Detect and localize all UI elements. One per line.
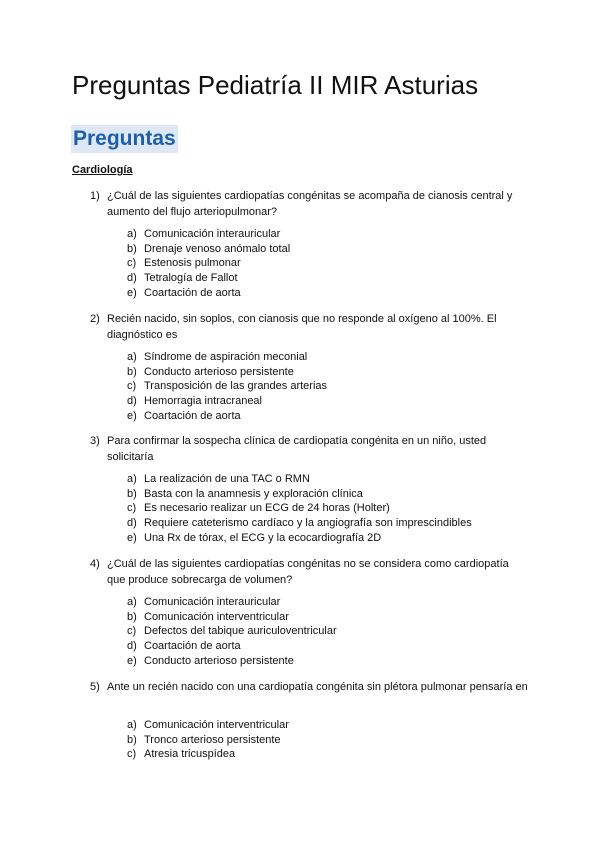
option-text: Drenaje venoso anómalo total [144, 242, 291, 255]
option-letter: d) [127, 272, 137, 285]
option-item [127, 610, 337, 625]
option-text: Transposición de las grandes arterias [144, 380, 328, 393]
option-item [127, 733, 289, 748]
option-item [127, 271, 290, 286]
option-item [127, 350, 327, 365]
option-letter: c) [127, 257, 137, 270]
option-letter: a) [127, 473, 137, 485]
option-text: Basta con la anamnesis y exploración clínica [144, 487, 363, 500]
question-1-options [127, 227, 290, 301]
option-text: La realización de una TAC o RMN [144, 473, 310, 485]
option-letter: a) [127, 228, 137, 240]
document-title: Preguntas Pediatría II MIR Asturias [72, 70, 479, 100]
option-letter: e) [127, 409, 137, 422]
option-letter: c) [127, 380, 137, 393]
option-item [127, 747, 289, 762]
option-item [127, 624, 337, 639]
section-heading: Preguntas [71, 125, 178, 153]
option-text: Coartación de aorta [144, 409, 241, 422]
option-text: Es necesario realizar un ECG de 24 horas (Holter) [144, 502, 390, 515]
option-letter: e) [127, 286, 137, 299]
option-letter: e) [127, 654, 137, 667]
option-text: Síndrome de aspiración meconial [144, 351, 308, 363]
option-letter: a) [127, 596, 137, 608]
option-text: Comunicación interauricular [144, 596, 281, 608]
option-item [127, 516, 472, 531]
option-letter: d) [127, 395, 137, 408]
option-text: Tronco arterioso persistente [144, 733, 281, 746]
option-text: Hemorragia intracraneal [144, 395, 262, 408]
question-text: ¿Cuál de las siguientes cardiopatías congénitas no se considera como cardiopatía que produce sobrecarga de volumen? [107, 558, 509, 586]
question-5 [90, 679, 530, 695]
option-item [127, 639, 337, 654]
option-text: Atresia tricuspídea [144, 748, 236, 761]
question-2 [90, 311, 530, 343]
option-item [127, 501, 472, 516]
question-3-options [127, 472, 472, 546]
question-number: 4) [90, 558, 100, 570]
question-number: 3) [90, 435, 100, 447]
option-item [127, 242, 290, 257]
option-text: Conducto arterioso persistente [144, 654, 294, 667]
option-text: Una Rx de tórax, el ECG y la ecocardiografía 2D [144, 531, 382, 544]
option-letter: a) [127, 351, 137, 363]
option-letter: e) [127, 531, 137, 544]
option-letter: b) [127, 365, 137, 378]
option-item [127, 595, 337, 610]
option-text: Defectos del tabique auriculoventricular [144, 625, 337, 638]
question-2-options [127, 350, 327, 424]
option-item [127, 394, 327, 409]
option-item [127, 654, 337, 669]
option-letter: b) [127, 487, 137, 500]
option-letter: b) [127, 610, 137, 623]
option-item [127, 379, 327, 394]
option-text: Comunicación interventricular [144, 719, 289, 731]
option-item [127, 227, 290, 242]
question-4 [90, 556, 530, 588]
question-text: ¿Cuál de las siguientes cardiopatías congénitas se acompaña de cianosis central y aumento del flujo arteriopulmonar? [107, 190, 513, 218]
option-text: Estenosis pulmonar [144, 257, 241, 270]
option-item [127, 531, 472, 546]
option-text: Coartación de aorta [144, 286, 241, 299]
option-item [127, 365, 327, 380]
question-4-options [127, 595, 337, 669]
option-item [127, 718, 289, 733]
option-item [127, 487, 472, 502]
option-letter: c) [127, 502, 137, 515]
question-5-options [127, 718, 289, 762]
question-text: Ante un recién nacido con una cardiopatía congénita sin plétora pulmonar pensaría en [107, 681, 528, 693]
option-item [127, 472, 472, 487]
option-text: Coartación de aorta [144, 640, 241, 653]
option-item [127, 256, 290, 271]
option-letter: d) [127, 640, 137, 653]
option-text: Tetralogía de Fallot [144, 272, 238, 285]
option-item [127, 409, 327, 424]
option-text: Conducto arterioso persistente [144, 365, 294, 378]
question-text: Para confirmar la sospecha clínica de cardiopatía congénita en un niño, usted solicitaría [107, 435, 487, 463]
option-text: Comunicación interauricular [144, 228, 281, 240]
question-3 [90, 433, 530, 465]
option-letter: a) [127, 719, 137, 731]
subsection-heading: Cardiología [72, 164, 133, 176]
question-number: 5) [90, 681, 100, 693]
option-item [127, 286, 290, 301]
question-text: Recién nacido, sin soplos, con cianosis que no responde al oxígeno al 100%. El diagnóstico es [107, 313, 497, 341]
option-text: Requiere cateterismo cardíaco y la angiografía son imprescindibles [144, 517, 472, 530]
option-text: Comunicación interventricular [144, 610, 289, 623]
option-letter: b) [127, 242, 137, 255]
option-letter: c) [127, 748, 137, 761]
question-number: 2) [90, 313, 100, 325]
question-number: 1) [90, 190, 100, 202]
question-1 [90, 188, 530, 220]
option-letter: c) [127, 625, 137, 638]
option-letter: b) [127, 733, 137, 746]
option-letter: d) [127, 517, 137, 530]
